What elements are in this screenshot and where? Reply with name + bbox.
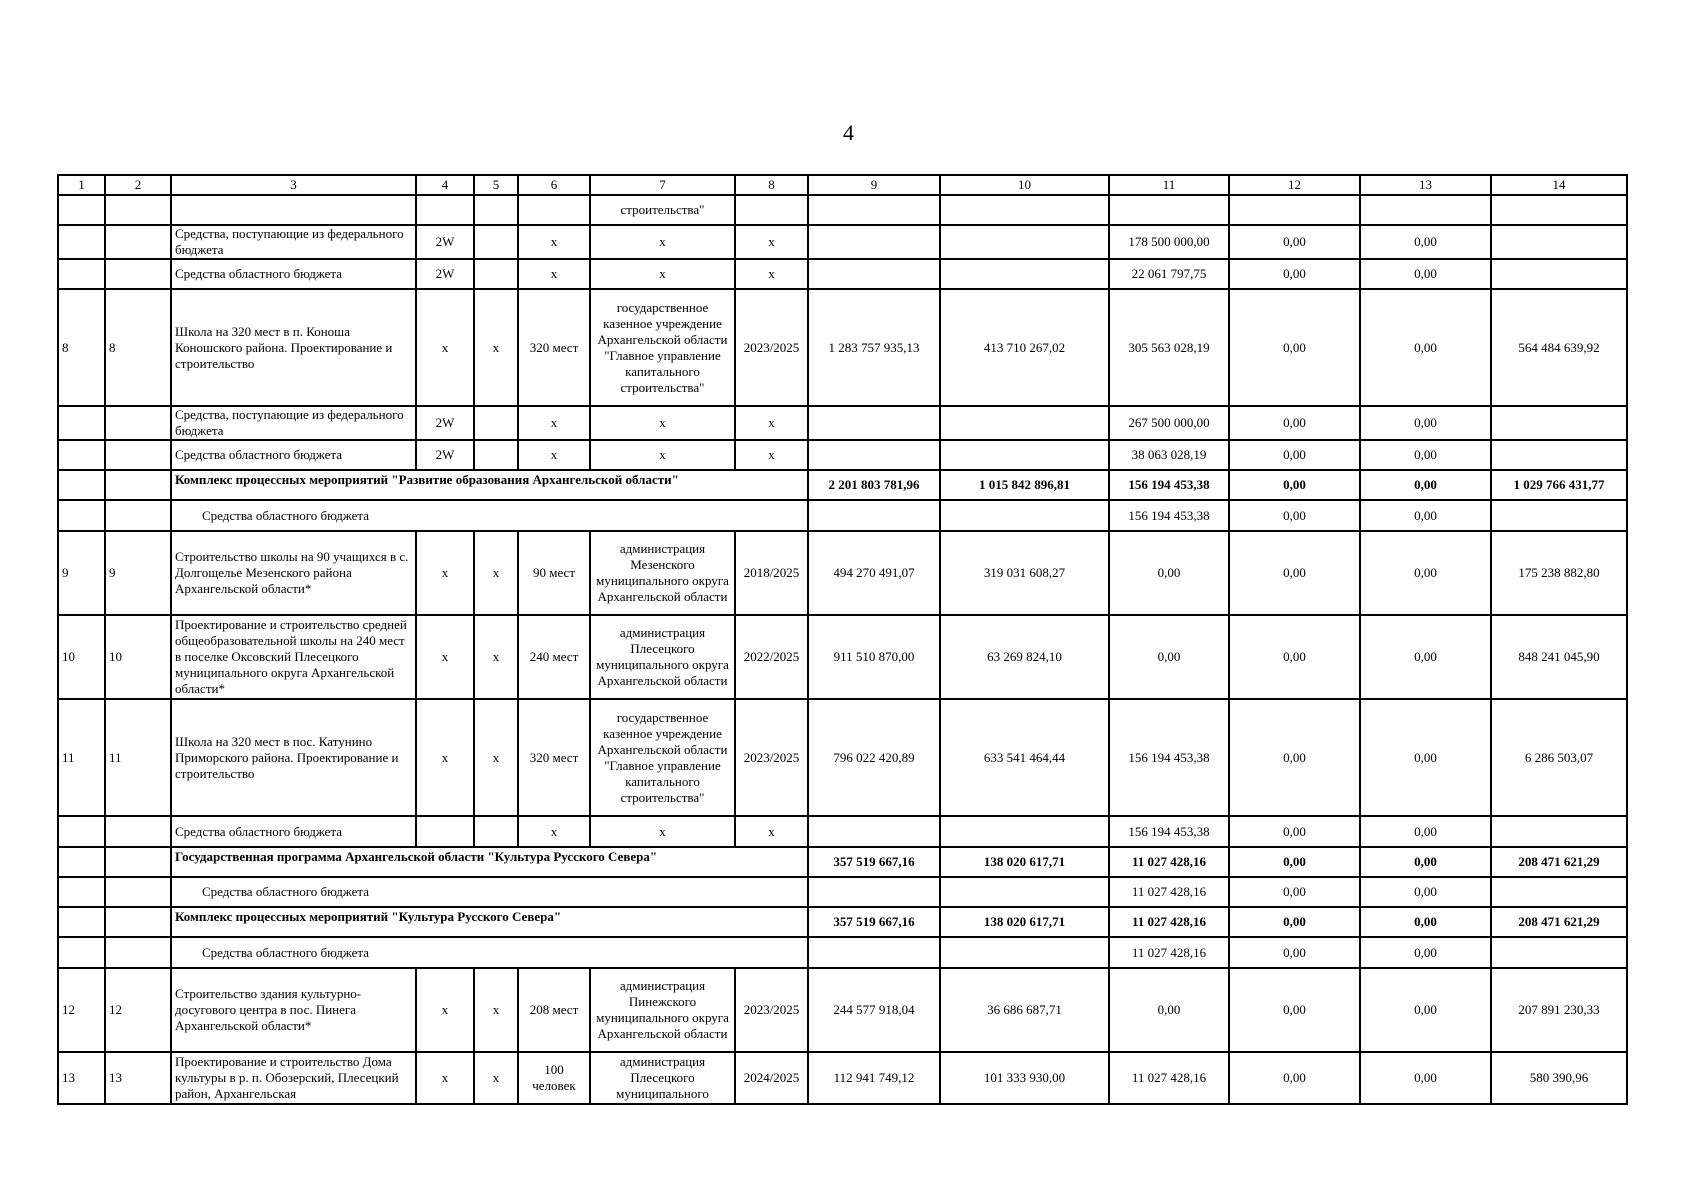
table-cell: государственное казенное учреждение Архангельской области "Главное управление капитального строительства" — [590, 289, 735, 406]
table-cell — [105, 847, 171, 877]
table-cell: 11 027 428,16 — [1109, 937, 1229, 968]
table-cell — [105, 470, 171, 500]
column-header: 4 — [416, 175, 474, 195]
table-cell: 100 человек — [518, 1052, 590, 1104]
table-cell — [808, 877, 940, 907]
table-cell — [808, 937, 940, 968]
table-cell — [58, 816, 105, 847]
table-cell — [1491, 259, 1627, 289]
table-cell: 101 333 930,00 — [940, 1052, 1109, 1104]
table-cell: 0,00 — [1229, 500, 1360, 531]
table-cell — [808, 259, 940, 289]
table-cell: х — [590, 259, 735, 289]
table-cell: 8 — [58, 289, 105, 406]
table-cell: 0,00 — [1229, 968, 1360, 1052]
table-cell: х — [474, 289, 518, 406]
table-cell: 0,00 — [1229, 1052, 1360, 1104]
table-cell: 208 471 621,29 — [1491, 847, 1627, 877]
table-cell: 63 269 824,10 — [940, 615, 1109, 699]
table-cell: 494 270 491,07 — [808, 531, 940, 615]
table-cell: 244 577 918,04 — [808, 968, 940, 1052]
table-cell: 11 — [58, 699, 105, 816]
table-row — [58, 968, 1627, 1052]
table-cell — [940, 816, 1109, 847]
column-header: 11 — [1109, 175, 1229, 195]
table-cell — [105, 907, 171, 937]
table-cell: х — [735, 259, 808, 289]
table-cell: 0,00 — [1229, 259, 1360, 289]
table-cell: 0,00 — [1360, 406, 1491, 440]
table-cell: 175 238 882,80 — [1491, 531, 1627, 615]
table-cell — [474, 816, 518, 847]
table-cell — [105, 440, 171, 470]
table-cell: 138 020 617,71 — [940, 907, 1109, 937]
table-cell: 564 484 639,92 — [1491, 289, 1627, 406]
table-cell: 2024/2025 — [735, 1052, 808, 1104]
table-cell — [58, 440, 105, 470]
table-cell: х — [518, 816, 590, 847]
table-cell: 0,00 — [1229, 937, 1360, 968]
table-cell — [1109, 195, 1229, 225]
table-cell: 0,00 — [1229, 289, 1360, 406]
table-cell: 156 194 453,38 — [1109, 500, 1229, 531]
table-cell: 580 390,96 — [1491, 1052, 1627, 1104]
table-cell: х — [735, 440, 808, 470]
table-cell — [474, 406, 518, 440]
column-header: 2 — [105, 175, 171, 195]
table-cell — [105, 259, 171, 289]
table-cell: 0,00 — [1360, 847, 1491, 877]
column-header: 14 — [1491, 175, 1627, 195]
table-cell: 0,00 — [1229, 699, 1360, 816]
table-cell: 2022/2025 — [735, 615, 808, 699]
table-cell: Строительство школы на 90 учащихся в с. Долгощелье Мезенского района Архангельской области* — [171, 531, 416, 615]
table-cell: 10 — [58, 615, 105, 699]
table-cell: 0,00 — [1360, 259, 1491, 289]
table-cell: 0,00 — [1360, 225, 1491, 259]
section-title: Комплекс процессных мероприятий "Развитие образования Архангельской области" — [171, 470, 808, 500]
section-total-row — [58, 470, 1627, 500]
table-cell: 633 541 464,44 — [940, 699, 1109, 816]
table-cell — [58, 877, 105, 907]
column-header: 9 — [808, 175, 940, 195]
table-cell: 848 241 045,90 — [1491, 615, 1627, 699]
table-cell — [808, 500, 940, 531]
table-cell: 22 061 797,75 — [1109, 259, 1229, 289]
section-title: Государственная программа Архангельской области "Культура Русского Севера" — [171, 847, 808, 877]
table-cell — [105, 877, 171, 907]
table-cell: 11 027 428,16 — [1109, 847, 1229, 877]
table-cell: 11 027 428,16 — [1109, 877, 1229, 907]
table-cell — [940, 937, 1109, 968]
table-cell: 10 — [105, 615, 171, 699]
table-cell — [416, 816, 474, 847]
table-cell — [105, 225, 171, 259]
table-cell — [808, 225, 940, 259]
table-cell — [940, 500, 1109, 531]
table-cell — [105, 195, 171, 225]
table-cell — [474, 195, 518, 225]
page-number: 4 — [843, 120, 854, 145]
table-cell: администрация Плесецкого муниципального — [590, 1052, 735, 1104]
table-cell: 2W — [416, 440, 474, 470]
table-cell — [58, 470, 105, 500]
table-cell: 12 — [58, 968, 105, 1052]
table-cell: 178 500 000,00 — [1109, 225, 1229, 259]
table-row — [58, 440, 1627, 470]
table-cell: 156 194 453,38 — [1109, 699, 1229, 816]
table-cell: 320 мест — [518, 699, 590, 816]
table-cell: 11 — [105, 699, 171, 816]
table-cell: Проектирование и строительство Дома культуры в р. п. Обозерский, Плесецкий район, Архангельская — [171, 1052, 416, 1104]
table-cell: 0,00 — [1360, 500, 1491, 531]
table-cell — [940, 877, 1109, 907]
table-cell — [1491, 877, 1627, 907]
table-row — [58, 531, 1627, 615]
table-cell: 911 510 870,00 — [808, 615, 940, 699]
table-cell — [940, 259, 1109, 289]
funding-source-label: Средства областного бюджета — [171, 937, 808, 968]
funding-source-row — [58, 937, 1627, 968]
table-cell: 0,00 — [1229, 877, 1360, 907]
table-cell: 0,00 — [1360, 1052, 1491, 1104]
table-cell: 1 283 757 935,13 — [808, 289, 940, 406]
section-total-row — [58, 907, 1627, 937]
table-cell: 0,00 — [1109, 968, 1229, 1052]
table-cell — [58, 225, 105, 259]
table-cell: Средства, поступающие из федерального бюджета — [171, 225, 416, 259]
table-cell: 11 027 428,16 — [1109, 1052, 1229, 1104]
table-cell: 0,00 — [1360, 531, 1491, 615]
table-cell — [58, 500, 105, 531]
table-cell — [940, 440, 1109, 470]
table-cell: 413 710 267,02 — [940, 289, 1109, 406]
table-cell — [735, 195, 808, 225]
table-cell: 2023/2025 — [735, 699, 808, 816]
table-cell — [940, 225, 1109, 259]
table-cell — [1491, 937, 1627, 968]
table-cell: 38 063 028,19 — [1109, 440, 1229, 470]
table-cell: х — [416, 615, 474, 699]
table-cell: 796 022 420,89 — [808, 699, 940, 816]
table-cell — [808, 440, 940, 470]
table-row — [58, 406, 1627, 440]
table-cell: х — [518, 259, 590, 289]
table-cell: х — [590, 816, 735, 847]
table-row — [58, 195, 1627, 225]
table-cell: 2W — [416, 406, 474, 440]
table-cell — [940, 195, 1109, 225]
table-cell: 11 027 428,16 — [1109, 907, 1229, 937]
table-cell — [1229, 195, 1360, 225]
table-row — [58, 289, 1627, 406]
table-cell: Средства, поступающие из федерального бюджета — [171, 406, 416, 440]
table-cell: 207 891 230,33 — [1491, 968, 1627, 1052]
table-cell: 0,00 — [1360, 816, 1491, 847]
section-title: Комплекс процессных мероприятий "Культура Русского Севера" — [171, 907, 808, 937]
table-cell: 0,00 — [1360, 968, 1491, 1052]
table-cell: 0,00 — [1360, 699, 1491, 816]
column-header: 10 — [940, 175, 1109, 195]
table-cell: Школа на 320 мест в пос. Катунино Приморского района. Проектирование и строительство — [171, 699, 416, 816]
table-cell: х — [474, 1052, 518, 1104]
table-row — [58, 225, 1627, 259]
table-cell: 319 031 608,27 — [940, 531, 1109, 615]
table-cell — [58, 907, 105, 937]
table-cell: Школа на 320 мест в п. Коноша Коношского района. Проектирование и строительство — [171, 289, 416, 406]
table-cell — [58, 406, 105, 440]
table-cell — [1491, 440, 1627, 470]
table-cell — [518, 195, 590, 225]
table-cell: 2 201 803 781,96 — [808, 470, 940, 500]
table-row — [58, 816, 1627, 847]
table-cell: х — [416, 699, 474, 816]
table-row — [58, 259, 1627, 289]
table-cell: х — [474, 531, 518, 615]
table-cell — [1491, 195, 1627, 225]
table-cell: 6 286 503,07 — [1491, 699, 1627, 816]
table-cell: Средства областного бюджета — [171, 816, 416, 847]
funding-source-label: Средства областного бюджета — [171, 877, 808, 907]
table-cell: 2018/2025 — [735, 531, 808, 615]
table-cell: х — [735, 816, 808, 847]
table-cell: 13 — [58, 1052, 105, 1104]
table-cell: х — [590, 225, 735, 259]
table-cell: администрация Плесецкого муниципального округа Архангельской области — [590, 615, 735, 699]
table-cell: х — [474, 615, 518, 699]
table-cell: 320 мест — [518, 289, 590, 406]
table-cell: х — [518, 406, 590, 440]
table-cell: 357 519 667,16 — [808, 847, 940, 877]
table-cell — [1491, 500, 1627, 531]
table-cell: 36 686 687,71 — [940, 968, 1109, 1052]
table-cell: 0,00 — [1360, 937, 1491, 968]
funding-source-label: Средства областного бюджета — [171, 500, 808, 531]
table-cell: 12 — [105, 968, 171, 1052]
table-cell — [105, 406, 171, 440]
table-cell — [105, 500, 171, 531]
table-cell: 156 194 453,38 — [1109, 470, 1229, 500]
table-cell: 8 — [105, 289, 171, 406]
column-header: 13 — [1360, 175, 1491, 195]
table-cell — [940, 406, 1109, 440]
table-cell: 0,00 — [1109, 531, 1229, 615]
table-cell: х — [735, 406, 808, 440]
table-cell: х — [590, 406, 735, 440]
table-cell: 112 941 749,12 — [808, 1052, 940, 1104]
table-cell: х — [416, 968, 474, 1052]
column-header: 3 — [171, 175, 416, 195]
table-cell: 2W — [416, 225, 474, 259]
table-cell: 208 мест — [518, 968, 590, 1052]
table-cell: администрация Мезенского муниципального округа Архангельской области — [590, 531, 735, 615]
table-cell: 0,00 — [1360, 907, 1491, 937]
table-cell: 156 194 453,38 — [1109, 816, 1229, 847]
table-cell — [1360, 195, 1491, 225]
table-cell: 0,00 — [1229, 406, 1360, 440]
table-cell: Проектирование и строительство средней общеобразовательной школы на 240 мест в поселке Оксовский Плесецкого муниципального округа Архангельской области* — [171, 615, 416, 699]
table-cell: 2W — [416, 259, 474, 289]
column-header: 1 — [58, 175, 105, 195]
table-cell — [105, 937, 171, 968]
table-cell: х — [590, 440, 735, 470]
table-cell: 138 020 617,71 — [940, 847, 1109, 877]
table-cell — [105, 816, 171, 847]
table-cell — [474, 259, 518, 289]
table-cell: 2023/2025 — [735, 289, 808, 406]
table-cell: х — [518, 440, 590, 470]
column-header: 8 — [735, 175, 808, 195]
table-cell — [58, 937, 105, 968]
table-cell: 305 563 028,19 — [1109, 289, 1229, 406]
table-cell: 0,00 — [1360, 615, 1491, 699]
table-cell — [1491, 816, 1627, 847]
budget-table — [57, 174, 1628, 1105]
table-cell — [808, 195, 940, 225]
table-cell — [58, 195, 105, 225]
table-cell: х — [416, 1052, 474, 1104]
table-cell: х — [416, 531, 474, 615]
column-header: 7 — [590, 175, 735, 195]
table-cell: х — [474, 699, 518, 816]
table-cell: 240 мест — [518, 615, 590, 699]
table-cell: 0,00 — [1360, 470, 1491, 500]
table-cell: 0,00 — [1229, 440, 1360, 470]
table-cell: 208 471 621,29 — [1491, 907, 1627, 937]
table-cell: 0,00 — [1229, 225, 1360, 259]
funding-source-row — [58, 500, 1627, 531]
table-cell: 0,00 — [1229, 531, 1360, 615]
table-cell — [474, 225, 518, 259]
table-cell: Строительство здания культурно-досугового центра в пос. Пинега Архангельской области* — [171, 968, 416, 1052]
table-cell: государственное казенное учреждение Архангельской области "Главное управление капитального строительства" — [590, 699, 735, 816]
table-cell: 0,00 — [1360, 877, 1491, 907]
table-cell: х — [518, 225, 590, 259]
table-cell — [1491, 225, 1627, 259]
table-cell: 0,00 — [1229, 470, 1360, 500]
table-cell: администрация Пинежского муниципального округа Архангельской области — [590, 968, 735, 1052]
table-cell: 0,00 — [1229, 907, 1360, 937]
table-cell: 0,00 — [1229, 816, 1360, 847]
table-cell: 0,00 — [1360, 440, 1491, 470]
table-cell: Средства областного бюджета — [171, 440, 416, 470]
table-cell: 9 — [105, 531, 171, 615]
table-cell: 0,00 — [1229, 615, 1360, 699]
table-cell — [808, 406, 940, 440]
table-cell: 267 500 000,00 — [1109, 406, 1229, 440]
table-cell: х — [735, 225, 808, 259]
table-cell — [474, 440, 518, 470]
table-cell: х — [416, 289, 474, 406]
table-cell: 1 015 842 896,81 — [940, 470, 1109, 500]
table-cell — [58, 847, 105, 877]
table-row — [58, 1052, 1627, 1104]
table-row — [58, 699, 1627, 816]
table-cell — [58, 259, 105, 289]
column-header: 12 — [1229, 175, 1360, 195]
table-cell: 2023/2025 — [735, 968, 808, 1052]
table-cell — [171, 195, 416, 225]
table-cell: 1 029 766 431,77 — [1491, 470, 1627, 500]
table-row — [58, 615, 1627, 699]
table-cell: строительства" — [590, 195, 735, 225]
table-cell: х — [474, 968, 518, 1052]
table-cell: 357 519 667,16 — [808, 907, 940, 937]
table-cell — [808, 816, 940, 847]
table-cell: Средства областного бюджета — [171, 259, 416, 289]
table-cell: 90 мест — [518, 531, 590, 615]
header-row — [58, 175, 1627, 195]
table-cell: 0,00 — [1360, 289, 1491, 406]
table-cell — [416, 195, 474, 225]
table-cell: 9 — [58, 531, 105, 615]
table-cell: 0,00 — [1109, 615, 1229, 699]
section-total-row — [58, 847, 1627, 877]
table-cell — [1491, 406, 1627, 440]
table-cell: 0,00 — [1229, 847, 1360, 877]
column-header: 5 — [474, 175, 518, 195]
column-header: 6 — [518, 175, 590, 195]
funding-source-row — [58, 877, 1627, 907]
table-cell: 13 — [105, 1052, 171, 1104]
